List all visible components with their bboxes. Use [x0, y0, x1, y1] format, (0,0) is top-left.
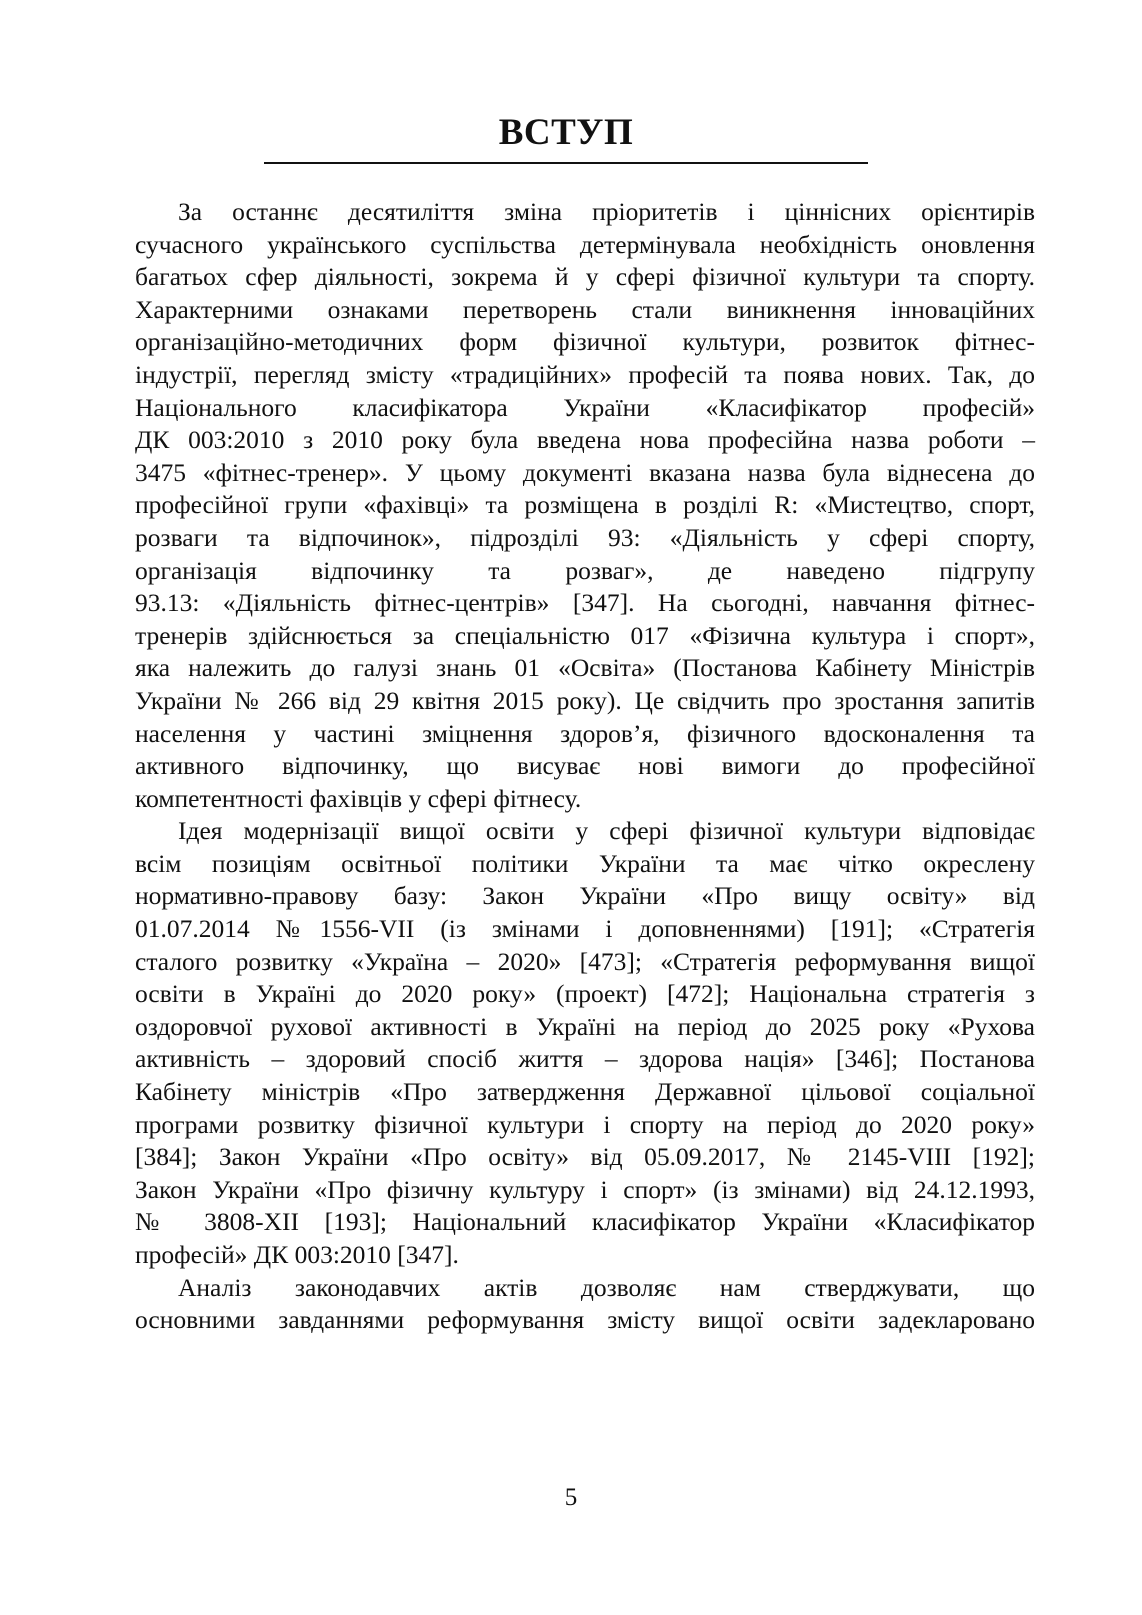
text-line: професій» ДК 003:2010 [347].: [135, 1240, 459, 1269]
text-line: оздоровчої рухової активності в Україні на період до 2025 року «Рухова: [135, 1011, 1035, 1041]
text-line: [384]; Закон України «Про освіту» від 05.09.2017, № 2145-VIII [192];: [135, 1142, 1035, 1172]
text-line: Аналіз законодавчих актів дозволяє нам стверджувати, що: [178, 1272, 1035, 1302]
text-line: індустрії, перегляд змісту «традиційних» професій та поява нових. Так, до: [135, 359, 1035, 389]
text-line: яка належить до галузі знань 01 «Освіта» (Постанова Кабінету Міністрів: [135, 653, 1035, 683]
text-line: Характерними ознаками перетворень стали виникнення інноваційних: [135, 294, 1035, 324]
paragraph-3: [135, 1272, 1035, 1337]
text-line: населення у частині зміцнення здоров’я, фізичного вдосконалення та: [135, 718, 1035, 748]
text-line: Закон України «Про фізичну культуру і спорт» (із змінами) від 24.12.1993,: [135, 1174, 1035, 1204]
text-line: організаційно-методичних форм фізичної культури, розвиток фітнес-: [135, 327, 1035, 357]
text-line: 01.07.2014 №1556-VII (із змінами і доповненнями) [191]; «Стратегія: [135, 914, 1035, 944]
text-line: За останнє десятиліття зміна пріоритетів і ціннісних орієнтирів: [178, 197, 1035, 226]
text-line: Ідея модернізації вищої освіти у сфері фізичної культури відповідає: [178, 816, 1035, 846]
text-line: Національного класифікатора України «Класифікатор професій»: [135, 392, 1035, 422]
text-line: організація відпочинку та розваг», де наведено підгрупу: [135, 555, 1035, 585]
text-line: всім позиціям освітньої політики України та має чітко окреслену: [135, 848, 1035, 878]
title-underline: [264, 162, 868, 164]
page-title: ВСТУП: [498, 112, 634, 153]
text-line: тренерів здійснюється за спеціальністю 017 «Фізична культура і спорт»,: [135, 620, 1035, 650]
text-line: Кабінету міністрів «Про затвердження Державної цільової соціальної: [135, 1077, 1035, 1107]
text-line: 3475 «фітнес-тренер». У цьому документі вказана назва була віднесена до: [135, 457, 1035, 487]
text-line: багатьох сфер діяльності, зокрема й у сфері фізичної культури та спорту.: [135, 262, 1035, 292]
text-line: 93.13: «Діяльність фітнес-центрів» [347]. На сьогодні, навчання фітнес-: [135, 588, 1035, 618]
paragraph-2: [135, 815, 1035, 1271]
text-line: розваги та відпочинок», підрозділі 93: «Діяльність у сфері спорту,: [135, 522, 1035, 552]
text-line: № 3808-XII [193]; Національний класифікатор України «Класифікатор: [135, 1207, 1035, 1237]
text-line: ДК 003:2010 з 2010 року була введена нова професійна назва роботи –: [135, 425, 1035, 455]
text-line: професійної групи «фахівці» та розміщена в розділі R: «Мистецтво, спорт,: [135, 490, 1035, 520]
paragraph-1: [135, 196, 1035, 815]
text-line: активного відпочинку, що висуває нові вимоги до професійної: [135, 751, 1035, 781]
text-line: освіти в Україні до 2020 року» (проект) [472]; Національна стратегія з: [135, 979, 1035, 1009]
body-text: [135, 196, 1035, 1337]
page-number: 5: [564, 1484, 578, 1511]
text-line: нормативно-правову базу: Закон України «Про вищу освіту» від: [135, 881, 1035, 911]
text-line: активність – здоровий спосіб життя – здорова нація» [346]; Постанова: [135, 1044, 1035, 1074]
text-line: України № 266 від 29 квітня 2015 року). Це свідчить про зростання запитів: [135, 685, 1035, 715]
text-line: компетентності фахівців у сфері фітнесу.: [135, 783, 582, 813]
title-block: [264, 110, 868, 164]
text-line: основними завданнями реформування змісту вищої освіти задекларовано: [135, 1305, 1035, 1335]
text-line: сталого розвитку «Україна – 2020» [473]; «Стратегія реформування вищої: [135, 946, 1035, 976]
text-line: сучасного українського суспільства детермінувала необхідність оновлення: [135, 229, 1035, 259]
text-line: програми розвитку фізичної культури і спорту на період до 2020 року»: [135, 1109, 1035, 1139]
